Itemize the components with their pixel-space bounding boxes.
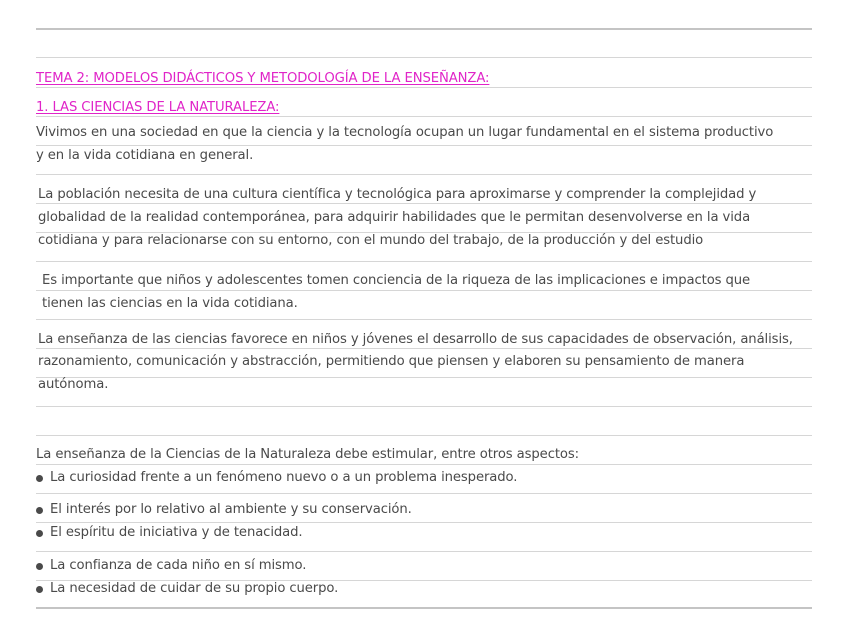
ruled-line	[36, 28, 812, 30]
bullet-dot-icon	[36, 586, 43, 593]
ruled-line	[36, 522, 812, 523]
ruled-line	[36, 464, 812, 465]
paragraph-4-line-2: razonamiento, comunicación y abstracción, permitiendo que piensen y elaboren su pensamiento de manera	[38, 354, 745, 369]
ruled-line	[36, 174, 812, 175]
paragraph-1-line-2: y en la vida cotidiana en general.	[36, 148, 254, 163]
topic-heading: TEMA 2: MODELOS DIDÁCTICOS Y METODOLOGÍA DE LA ENSEÑANZA:	[36, 71, 490, 86]
paragraph-4-line-3: autónoma.	[38, 377, 109, 392]
bullet-dot-icon	[36, 475, 43, 482]
list-item: La necesidad de cuidar de su propio cuerpo.	[50, 581, 339, 596]
paragraph-3-line-2: tienen las ciencias en la vida cotidiana.	[42, 296, 298, 311]
list-item: El interés por lo relativo al ambiente y su conservación.	[50, 502, 412, 517]
ruled-line	[36, 319, 812, 320]
list-item: La confianza de cada niño en sí mismo.	[50, 558, 307, 573]
ruled-line	[36, 261, 812, 262]
paragraph-2-line-1: La población necesita de una cultura científica y tecnológica para aproximarse y comprender la complejidad y	[38, 187, 757, 202]
list-intro: La enseñanza de la Ciencias de la Naturaleza debe estimular, entre otros aspectos:	[36, 447, 580, 462]
ruled-line	[36, 145, 812, 146]
ruled-line	[36, 435, 812, 436]
paragraph-1-line-1: Vivimos en una sociedad en que la ciencia y la tecnología ocupan un lugar fundamental en el sistema productivo	[36, 125, 774, 140]
bullet-dot-icon	[36, 530, 43, 537]
bullet-dot-icon	[36, 563, 43, 570]
ruled-line	[36, 57, 812, 58]
section-heading: 1. LAS CIENCIAS DE LA NATURALEZA:	[36, 100, 280, 115]
bullet-dot-icon	[36, 507, 43, 514]
ruled-line	[36, 377, 812, 378]
ruled-line	[36, 607, 812, 609]
paragraph-2-line-2: globalidad de la realidad contemporánea, para adquirir habilidades que le permitan desenvolverse en la vida	[38, 210, 751, 225]
paragraph-3-line-1: Es importante que niños y adolescentes tomen conciencia de la riqueza de las implicaciones e impactos que	[42, 273, 751, 288]
ruled-line	[36, 406, 812, 407]
paragraph-2-line-3: cotidiana y para relacionarse con su entorno, con el mundo del trabajo, de la producción y del estudio	[38, 233, 704, 248]
ruled-line	[36, 493, 812, 494]
list-item: El espíritu de iniciativa y de tenacidad.	[50, 525, 303, 540]
paragraph-4-line-1: La enseñanza de las ciencias favorece en niños y jóvenes el desarrollo de sus capacidades de observación, análisis,	[38, 332, 793, 347]
ruled-line	[36, 551, 812, 552]
list-item: La curiosidad frente a un fenómeno nuevo o a un problema inesperado.	[50, 470, 518, 485]
ruled-line	[36, 290, 812, 291]
